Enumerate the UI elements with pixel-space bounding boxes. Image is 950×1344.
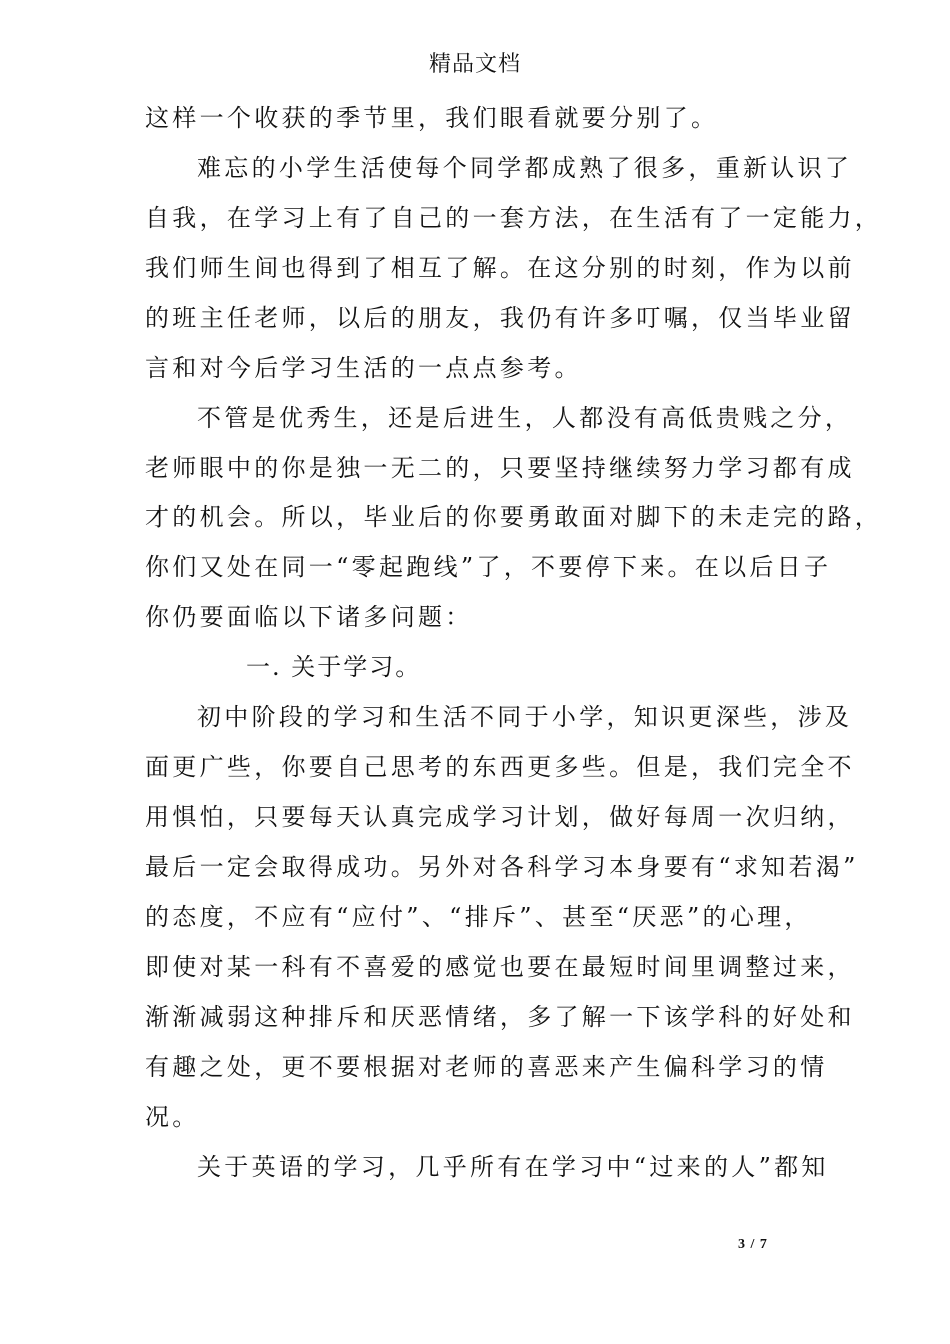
text-line: 我们师生间也得到了相互了解。在这分别的时刻，作为以前 xyxy=(145,254,855,282)
text-line: 渐渐减弱这种排斥和厌恶情绪，多了解一下该学科的好处和 xyxy=(145,1003,855,1031)
section-heading: 一. 关于学习。 xyxy=(246,653,422,681)
text-line: 不管是优秀生，还是后进生，人都没有高低贵贱之分， xyxy=(197,404,853,432)
text-line: 老师眼中的你是独一无二的，只要坚持继续努力学习都有成 xyxy=(145,454,855,482)
text-line: 关于英语的学习，几乎所有在学习中“过来的人”都知 xyxy=(197,1153,829,1181)
text-line: 况。 xyxy=(145,1103,200,1131)
text-line: 你们又处在同一“零起跑线”了，不要停下来。在以后日子 xyxy=(145,553,832,581)
text-line: 初中阶段的学习和生活不同于小学，知识更深些，涉及 xyxy=(197,703,853,731)
text-line: 即使对某一科有不喜爱的感觉也要在最短时间里调整过来， xyxy=(145,953,855,981)
page-number: 3 / 7 xyxy=(738,1237,768,1252)
text-line: 面更广些，你要自己思考的东西更多些。但是，我们完全不 xyxy=(145,753,855,781)
text-line: 才的机会。所以，毕业后的你要勇敢面对脚下的未走完的路， xyxy=(145,503,883,531)
text-line: 用惧怕，只要每天认真完成学习计划，做好每周一次归纳， xyxy=(145,803,855,831)
text-line: 最后一定会取得成功。另外对各科学习本身要有“求知若渴” xyxy=(145,853,859,881)
text-line: 的态度，不应有“应付”、“排斥”、甚至“厌恶”的心理， xyxy=(145,903,812,931)
text-line: 自我，在学习上有了自己的一套方法，在生活有了一定能力， xyxy=(145,204,883,232)
text-line: 的班主任老师，以后的朋友，我仍有许多叮嘱，仅当毕业留 xyxy=(145,304,855,332)
text-line: 难忘的小学生活使每个同学都成熟了很多，重新认识了 xyxy=(197,154,853,182)
text-line: 言和对今后学习生活的一点点参考。 xyxy=(145,354,582,382)
text-line: 你仍要面临以下诸多问题： xyxy=(145,603,473,631)
text-line: 这样一个收获的季节里，我们眼看就要分别了。 xyxy=(145,104,719,132)
page-header: 精品文档 xyxy=(428,52,521,77)
text-line: 有趣之处，更不要根据对老师的喜恶来产生偏科学习的情 xyxy=(145,1053,828,1081)
